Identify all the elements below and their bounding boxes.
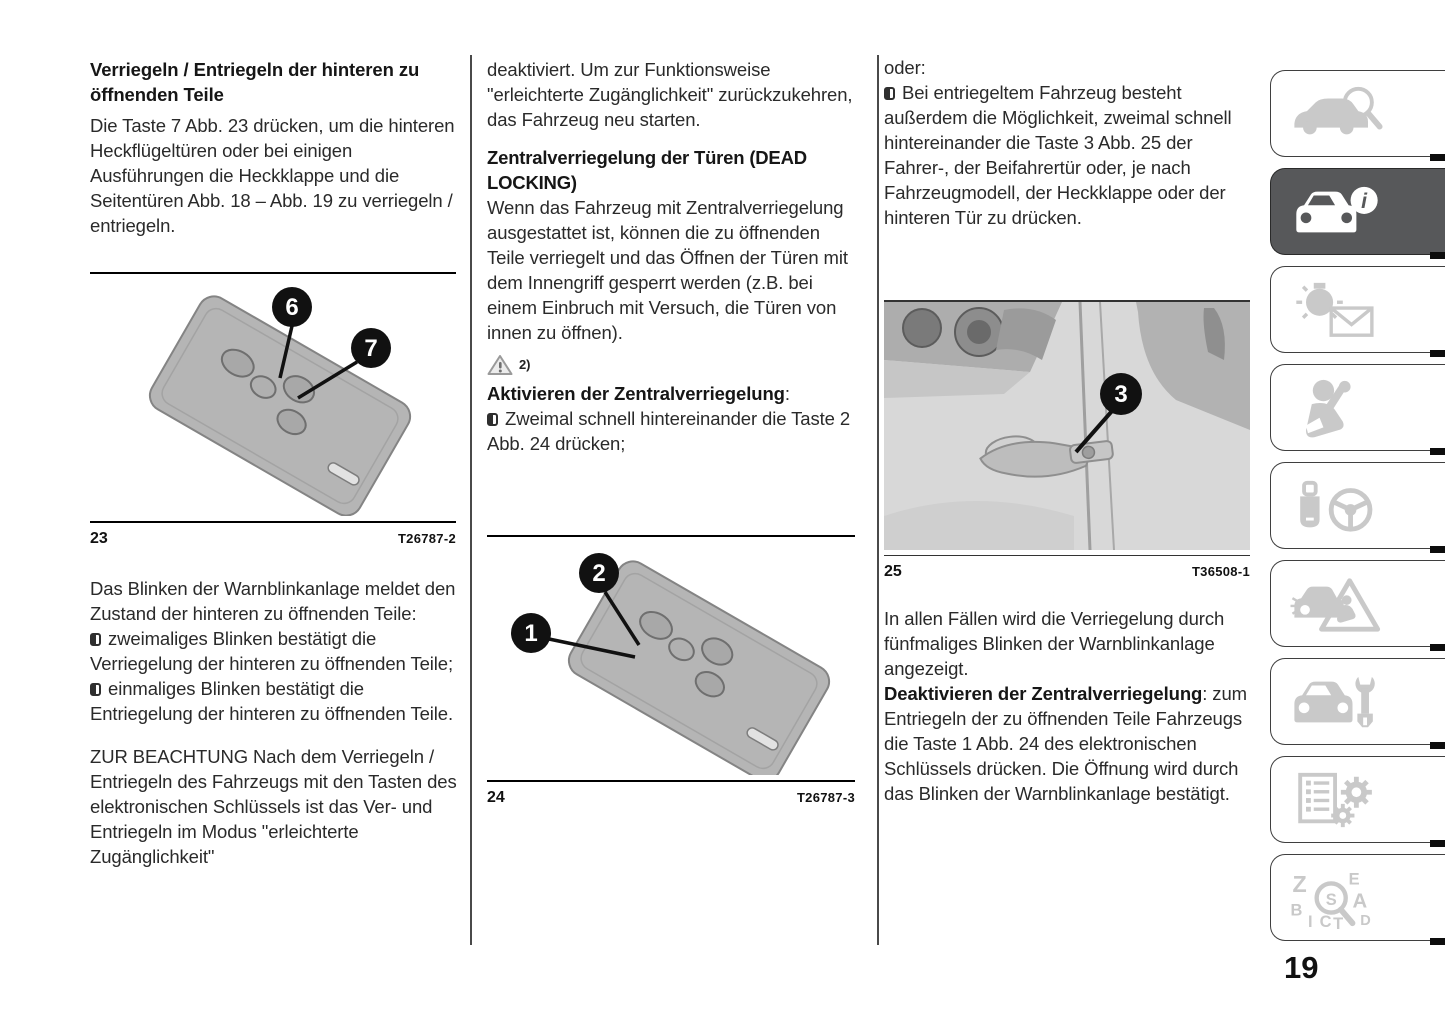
figure-24-caption [487, 782, 855, 807]
figure-code: T26787-2 [397, 531, 456, 546]
sidebar-tab-know-the-vehicle[interactable] [1270, 70, 1445, 157]
door-flash-bullet-icon [884, 87, 895, 100]
section-tab-rail [1270, 70, 1445, 950]
callout-6 [272, 287, 312, 327]
warning-note [487, 352, 859, 377]
car-warning-triangle-icon [1285, 573, 1389, 635]
door-flash-bullet-icon [487, 413, 498, 426]
section-heading-rear-doors: Verriegeln / Entriegeln der hinteren zu öffnenden Teile [90, 59, 420, 105]
note-reference: 2) [519, 357, 531, 372]
middle-paragraph-1: deaktiviert. Um zur Funktionsweise "erleichterte Zugänglichkeit" zurückzukehren, das Fahrzeug neu starten. [487, 59, 853, 130]
figure-24 [487, 535, 855, 807]
figure-number: 24 [487, 789, 505, 806]
sidebar-tab-emergency[interactable] [1270, 560, 1445, 647]
page-number: 19 [1284, 950, 1319, 985]
left-paragraph-2: Das Blinken der Warnblinkanlage meldet den Zustand der hinteren zu öffnenden Teile: [90, 578, 456, 624]
left-bullet-1: zweimaliges Blinken bestätigt die Verriegelung der hinteren zu öffnenden Teile; [90, 628, 454, 674]
svg-text:S: S [1325, 890, 1337, 909]
figure-25-art [884, 300, 1250, 556]
right-bullet-1: Bei entriegeltem Fahrzeug besteht außerdem die Möglichkeit, zweimal schnell hintereinander die Taste 3 Abb. 25 der Fahrer-, der Beifahrertür oder, je nach Fahrzeugmodell, der Heckklappe oder der hinteren Tür zu drücken. [884, 82, 1232, 228]
svg-text:I: I [1307, 912, 1313, 929]
car-magnifier-icon [1285, 83, 1389, 145]
sidebar-tab-vehicle-info[interactable] [1270, 168, 1445, 255]
door-flash-bullet-icon [90, 683, 101, 696]
svg-text:3: 3 [1114, 381, 1128, 408]
callout-3 [1100, 373, 1142, 415]
sidebar-tab-maintenance-care[interactable] [1270, 658, 1445, 745]
sidebar-tab-technical-data[interactable] [1270, 756, 1445, 843]
right-paragraph-1: oder: [884, 57, 926, 78]
figure-number: 25 [884, 563, 902, 580]
svg-text:C: C [1319, 912, 1332, 929]
warning-light-envelope-icon [1285, 279, 1389, 341]
svg-text:2: 2 [592, 560, 606, 587]
svg-text:Z: Z [1292, 870, 1307, 897]
middle-subheading: Aktivieren der Zentralverriegelung: [487, 383, 790, 404]
svg-text:7: 7 [364, 335, 378, 362]
figure-code: T26787-3 [796, 790, 855, 805]
figure-25-caption [884, 556, 1250, 581]
figure-number: 23 [90, 530, 108, 547]
key-steering-wheel-icon [1285, 475, 1389, 537]
figure-23-caption [90, 523, 456, 548]
key-card-illustration [90, 274, 456, 516]
left-paragraph-group [90, 576, 460, 869]
column-divider-right [877, 55, 879, 945]
car-info-icon [1285, 181, 1389, 243]
svg-text:A: A [1352, 890, 1368, 913]
sidebar-tab-starting-driving[interactable] [1270, 462, 1445, 549]
figure-24-art [487, 535, 855, 782]
sidebar-tab-warning-lights-messages[interactable] [1270, 266, 1445, 353]
svg-text:D: D [1360, 912, 1371, 929]
left-bullet-2: einmaliges Blinken bestätigt die Entriegelung der hinteren zu öffnenden Teile. [90, 678, 454, 724]
right-paragraph-3: Deaktivieren der Zentralverriegelung: zum Entriegeln der zu öffnenden Teile Fahrzeugs die Taste 1 Abb. 24 des elektronischen Schlüssels drücken. Die Öffnung wird durch das Blinken der Warnblinkanlage bestätigt. [884, 683, 1247, 804]
seatbelt-person-icon [1285, 377, 1389, 439]
svg-text:6: 6 [285, 294, 299, 321]
left-paragraph-1: Die Taste 7 Abb. 23 drücken, um die hinteren Heckflügeltüren oder bei einigen Ausführungen die Heckklappe und die Seitentüren Abb. 18 – Abb. 19 zu verriegeln / entriegeln. [90, 115, 455, 236]
right-column-flow-top [884, 55, 1254, 230]
letters-magnifier-icon [1285, 867, 1389, 929]
warning-triangle-icon [487, 354, 513, 376]
column-divider-left [470, 55, 472, 945]
callout-2 [579, 553, 619, 593]
right-column-flow-bottom [884, 606, 1254, 806]
sidebar-tab-safety[interactable] [1270, 364, 1445, 451]
door-flash-bullet-icon [90, 633, 101, 646]
left-paragraph-3: ZUR BEACHTUNG Nach dem Verriegeln / Entriegeln des Fahrzeugs mit den Tasten des elektronischen Schlüssels ist das Ver- und Entriegeln im Modus "erleichterte Zugänglichkeit" [90, 746, 457, 867]
svg-text:B: B [1290, 900, 1303, 919]
middle-column-flow [487, 57, 859, 456]
door-handle-photo [884, 302, 1250, 550]
svg-text:E: E [1348, 869, 1360, 888]
figure-25 [884, 300, 1250, 581]
middle-paragraph-2: Wenn das Fahrzeug mit Zentralverriegelung ausgestattet ist, können die zu öffnenden Teile verriegelt und das Öffnen der Türen mit dem Innengriff gesperrt werden (z.B. bei einem Einbruch mit Versuch, die Türen von innen zu öffnen). [487, 197, 848, 343]
list-gears-icon [1285, 769, 1389, 831]
svg-text:T: T [1333, 914, 1344, 929]
callout-1 [511, 613, 551, 653]
svg-text:1: 1 [524, 620, 538, 647]
callout-7 [351, 328, 391, 368]
car-wrench-icon [1285, 671, 1389, 733]
right-paragraph-2: In allen Fällen wird die Verriegelung durch fünfmaliges Blinken der Warnblinkanlage angezeigt. [884, 608, 1225, 679]
middle-bullet-1: Zweimal schnell hintereinander die Taste 2 Abb. 24 drücken; [487, 408, 851, 454]
figure-code: T36508-1 [1191, 564, 1250, 579]
section-heading-dead-locking: Zentralverriegelung der Türen (DEAD LOCKING) [487, 147, 807, 193]
svg-text:i: i [1361, 188, 1368, 213]
figure-23 [90, 272, 456, 548]
sidebar-tab-alphabetical-index[interactable] [1270, 854, 1445, 941]
figure-23-art [90, 272, 456, 523]
key-card-illustration [487, 537, 855, 775]
